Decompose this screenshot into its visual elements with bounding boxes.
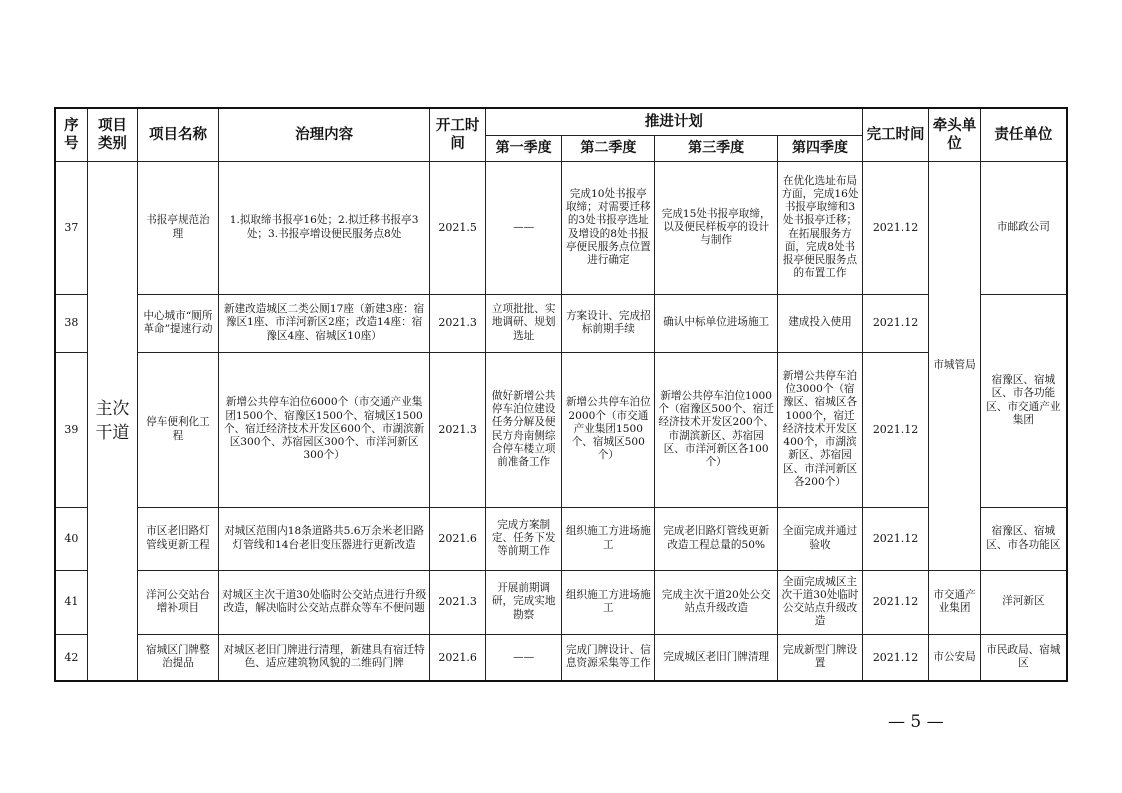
header-plan: 推进计划 [485, 108, 862, 135]
cell-resp: 宿豫区、宿城区、市各功能区 [980, 507, 1067, 570]
cell-lead-shared: 市城管局 [929, 161, 980, 570]
header-q4: 第四季度 [778, 135, 863, 161]
cell-finish: 2021.12 [862, 507, 929, 570]
cell-start: 2021.3 [430, 352, 485, 507]
cell-q2: 完成10处书报亭取缔；对需要迁移的3处书报亭选址及增设的8处书报亭便民服务点位置进行确定 [562, 161, 655, 294]
header-finish: 完工时间 [862, 108, 929, 161]
page-number: — 5 — [888, 712, 944, 732]
cell-content: 对城区主次干道30处临时公交站点进行升级改造，解决临时公交站点群众等车不便问题 [218, 570, 430, 634]
cell-q1: —— [485, 161, 562, 294]
cell-q1: 立项批批、实地调研、规划选址 [485, 294, 562, 352]
header-name: 项目名称 [138, 108, 219, 161]
cell-finish: 2021.12 [862, 161, 929, 294]
header-q2: 第二季度 [562, 135, 655, 161]
cell-content: 新建改造城区二类公厕17座（新建3座：宿豫区1座、市洋河新区2座；改造14座：宿豫区4座、宿城区10座） [218, 294, 430, 352]
cell-start: 2021.6 [430, 507, 485, 570]
cell-q1: 完成方案制定、任务下发等前期工作 [485, 507, 562, 570]
cell-q3: 确认中标单位进场施工 [655, 294, 778, 352]
cell-q3: 完成15处书报亭取缔，以及便民样板亭的设计与制作 [655, 161, 778, 294]
header-q3: 第三季度 [655, 135, 778, 161]
cell-content: 1.拟取缔书报亭16处；2.拟迁移书报亭3处；3.书报亭增设便民服务点8处 [218, 161, 430, 294]
cell-finish: 2021.12 [862, 352, 929, 507]
cell-q3: 新增公共停车泊位1000个（宿豫区500个、宿迁经济技术开发区200个、市湖滨新区、苏宿园区、市洋河新区各100个） [655, 352, 778, 507]
cell-start: 2021.5 [430, 161, 485, 294]
cell-q3: 完成主次干道20处公交站点升级改造 [655, 570, 778, 634]
cell-q2: 方案设计、完成招标前期手续 [562, 294, 655, 352]
cell-content: 对城区范围内18条道路共5.6万余米老旧路灯管线和14台老旧变压器进行更新改造 [218, 507, 430, 570]
header-start: 开工时间 [430, 108, 485, 161]
header-resp: 责任单位 [980, 108, 1067, 161]
cell-start: 2021.3 [430, 570, 485, 634]
cell-resp: 市民政局、宿城区 [980, 634, 1067, 681]
cell-resp: 洋河新区 [980, 570, 1067, 634]
cell-seq: 37 [55, 161, 87, 294]
table-row [55, 570, 1067, 634]
header-category: 项目类别 [87, 108, 137, 161]
cell-finish: 2021.12 [862, 634, 929, 681]
cell-seq: 38 [55, 294, 87, 352]
cell-q2: 完成门牌设计、信息资源采集等工作 [562, 634, 655, 681]
cell-seq: 41 [55, 570, 87, 634]
cell-q3: 完成城区老旧门牌清理 [655, 634, 778, 681]
table-row [55, 352, 1067, 507]
cell-q2: 新增公共停车泊位2000个（市交通产业集团1500个、宿城区500个） [562, 352, 655, 507]
cell-seq: 40 [55, 507, 87, 570]
table-row [55, 161, 1067, 294]
project-table [54, 107, 1068, 682]
cell-q2: 组织施工方进场施工 [562, 507, 655, 570]
cell-q4: 全面完成城区主次干道30处临时公交站点升级改造 [778, 570, 863, 634]
cell-q4: 全面完成并通过验收 [778, 507, 863, 570]
cell-lead: 市公安局 [929, 634, 980, 681]
cell-q4: 完成新型门牌设置 [778, 634, 863, 681]
cell-name: 宿城区门牌整治提品 [138, 634, 219, 681]
cell-seq: 42 [55, 634, 87, 681]
cell-content: 新增公共停车泊位6000个（市交通产业集团1500个、宿豫区1500个、宿城区1500个、宿迁经济技术开发区600个、市湖滨新区300个、苏宿园区300个、市洋河新区300个） [218, 352, 430, 507]
cell-q4: 在优化选址布局方面，完成16处书报亭取缔和3处书报亭迁移；在拓展服务方面，完成8处书报亭便民服务点的布置工作 [778, 161, 863, 294]
cell-content: 对城区老旧门牌进行清理，新建具有宿迁特色、适应建筑物风貌的二维码门牌 [218, 634, 430, 681]
header-q1: 第一季度 [485, 135, 562, 161]
cell-q2: 组织施工方进场施工 [562, 570, 655, 634]
header-seq: 序号 [55, 108, 87, 161]
cell-seq: 39 [55, 352, 87, 507]
cell-name: 中心城市“厕所革命”提速行动 [138, 294, 219, 352]
cell-q1: —— [485, 634, 562, 681]
cell-name: 洋河公交站台增补项目 [138, 570, 219, 634]
cell-start: 2021.6 [430, 634, 485, 681]
cell-lead: 市交通产业集团 [929, 570, 980, 634]
cell-q1: 做好新增公共停车泊位建设任务分解及便民方舟南侧综合停车楼立项前准备工作 [485, 352, 562, 507]
cell-category: 主次干道 [87, 161, 137, 681]
cell-q3: 完成老旧路灯管线更新改造工程总量的50% [655, 507, 778, 570]
cell-start: 2021.3 [430, 294, 485, 352]
header-lead: 牵头单位 [929, 108, 980, 161]
table-row [55, 507, 1067, 570]
table-row [55, 294, 1067, 352]
table-row [55, 634, 1067, 681]
header-content: 治理内容 [218, 108, 430, 161]
cell-q4: 建成投入使用 [778, 294, 863, 352]
cell-finish: 2021.12 [862, 294, 929, 352]
cell-name: 停车便利化工程 [138, 352, 219, 507]
cell-name: 书报亭规范治理 [138, 161, 219, 294]
cell-q1: 开展前期调研，完成实地勘察 [485, 570, 562, 634]
cell-finish: 2021.12 [862, 570, 929, 634]
cell-resp: 市邮政公司 [980, 161, 1067, 294]
cell-q4: 新增公共停车泊位3000个（宿豫区、宿城区各1000个，宿迁经济技术开发区400个，市湖滨新区、苏宿园区、市洋河新区各200个） [778, 352, 863, 507]
cell-resp: 宿豫区、宿城区、市各功能区、市交通产业集团 [980, 294, 1067, 507]
cell-name: 市区老旧路灯管线更新工程 [138, 507, 219, 570]
